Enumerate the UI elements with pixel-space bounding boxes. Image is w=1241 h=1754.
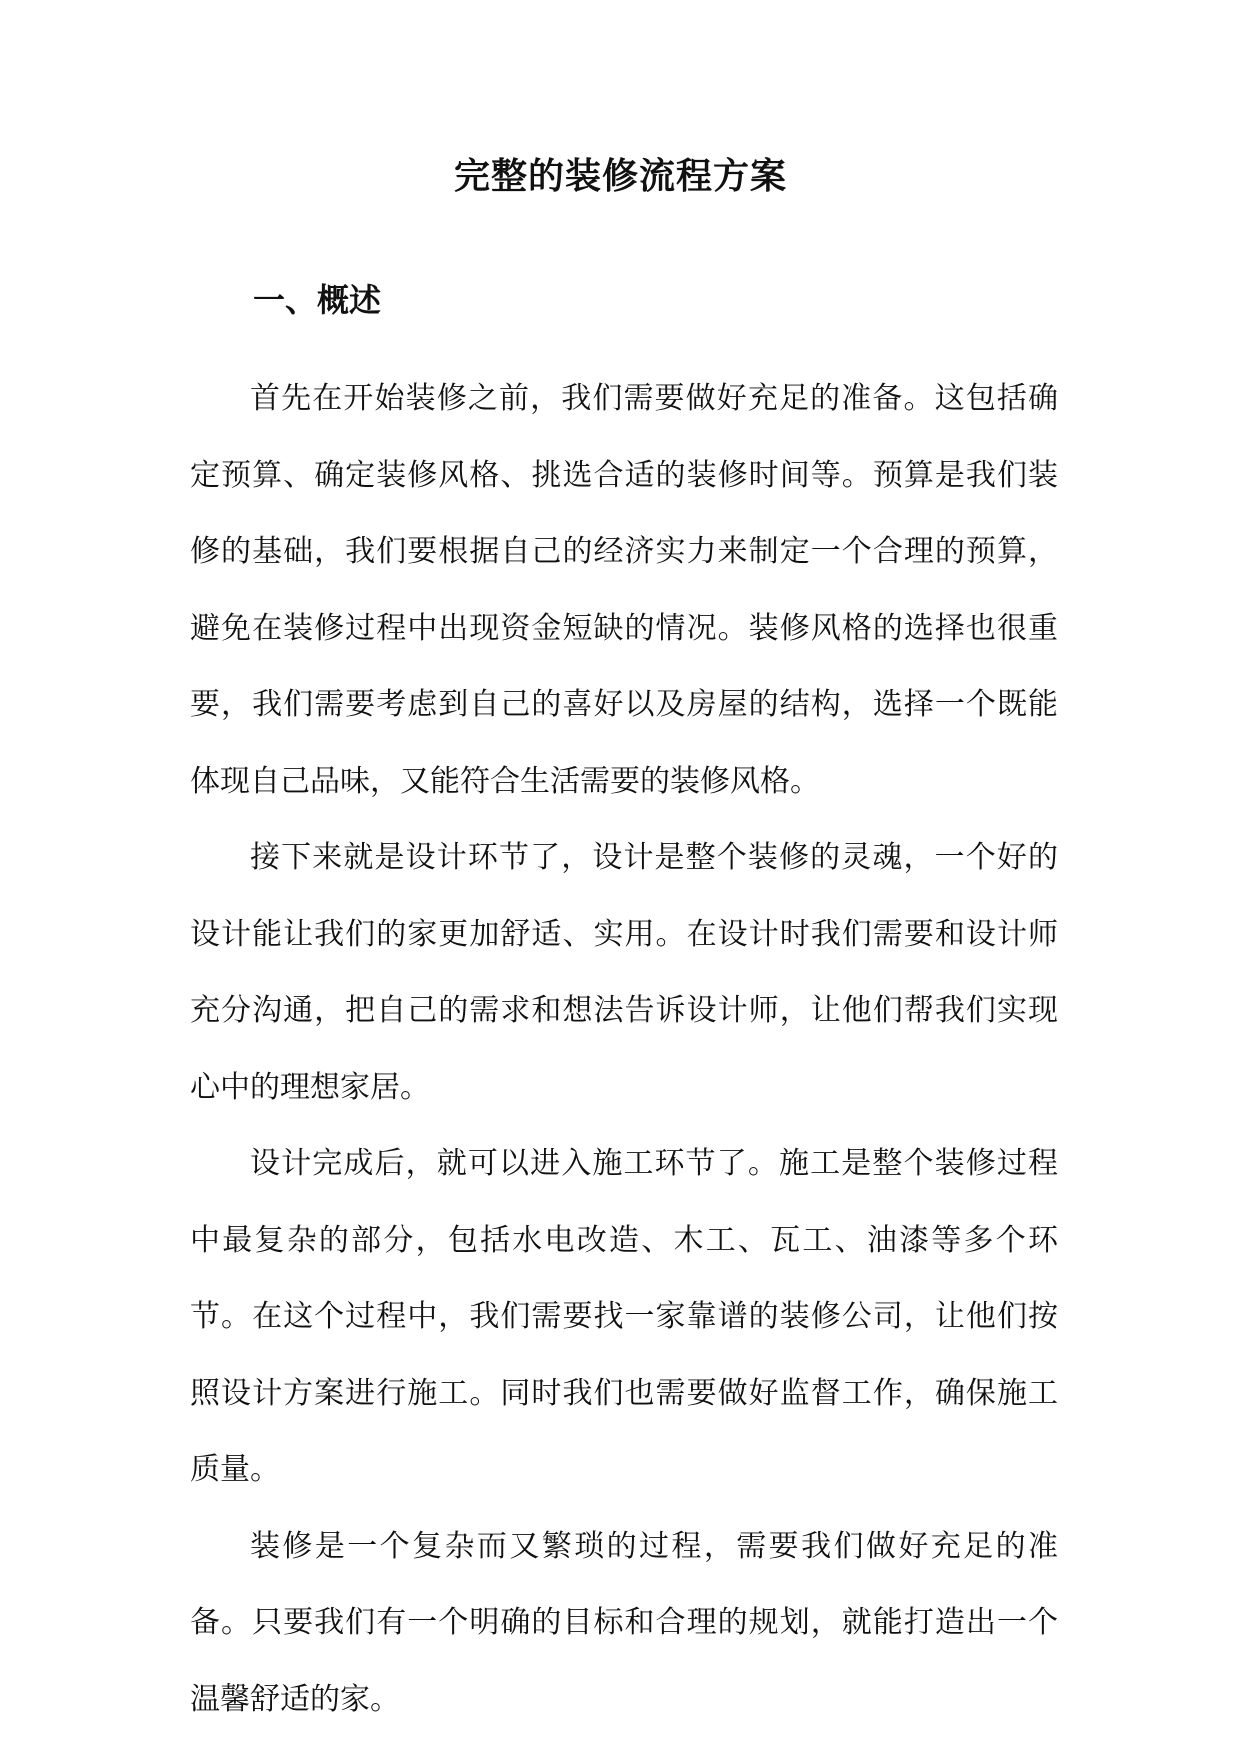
paragraph-conclusion: 装修是一个复杂而又繁琐的过程，需要我们做好充足的准备。只要我们有一个明确的目标和合理的规划，就能打造出一个温馨舒适的家。 bbox=[190, 1528, 1058, 1717]
paragraph-construction: 设计完成后，就可以进入施工环节了。施工是整个装修过程中最复杂的部分，包括水电改造、木工、瓦工、油漆等多个环节。在这个过程中，我们需要找一家靠谱的装修公司，让他们按照设计方案进行施工。同时我们也需要做好监督工作，确保施工质量。 bbox=[190, 1146, 1058, 1487]
section-heading-overview: 一、概述 bbox=[253, 281, 382, 319]
paragraph-preparation: 首先在开始装修之前，我们需要做好充足的准备。这包括确定预算、确定装修风格、挑选合适的装修时间等。预算是我们装修的基础，我们要根据自己的经济实力来制定一个合理的预算，避免在装修过程中出现资金短缺的情况。装修风格的选择也很重要，我们需要考虑到自己的喜好以及房屋的结构，选择一个既能体现自己品味，又能符合生活需要的装修风格。 bbox=[190, 381, 1058, 799]
paragraph-design: 接下来就是设计环节了，设计是整个装修的灵魂，一个好的设计能让我们的家更加舒适、实用。在设计时我们需要和设计师充分沟通，把自己的需求和想法告诉设计师，让他们帮我们实现心中的理想家居。 bbox=[190, 840, 1058, 1105]
section-body bbox=[190, 361, 1058, 1738]
document-title: 完整的装修流程方案 bbox=[453, 155, 787, 197]
